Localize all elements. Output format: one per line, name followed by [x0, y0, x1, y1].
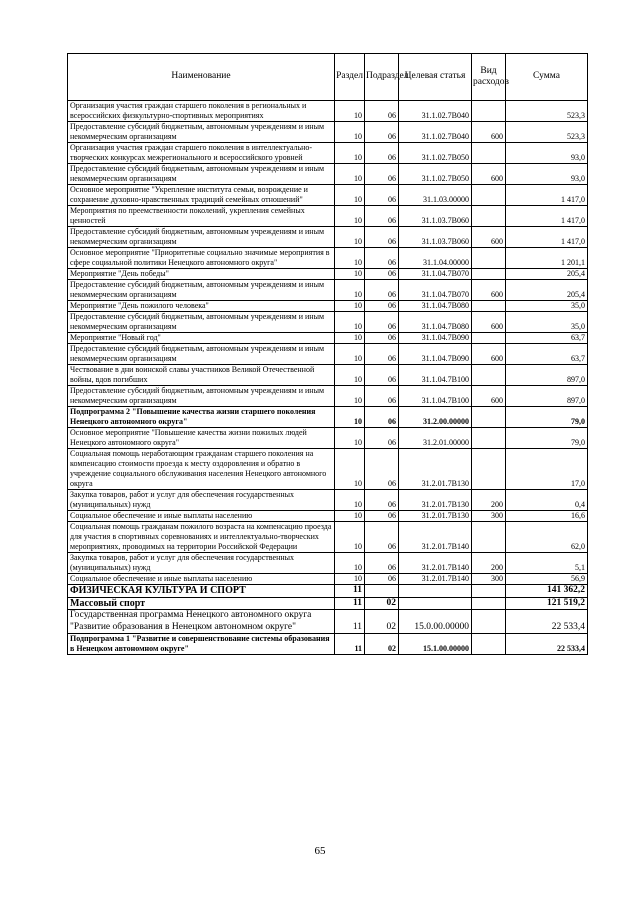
cell-section: 10	[335, 227, 365, 248]
cell-sum: 897,0	[506, 365, 588, 386]
cell-name: Социальное обеспечение и иные выплаты населению	[68, 574, 335, 585]
cell-section: 10	[335, 143, 365, 164]
cell-section: 10	[335, 301, 365, 312]
cell-name: Предоставление субсидий бюджетным, автономным учреждениям и иным некоммерческим организациям	[68, 312, 335, 333]
cell-target: 31.1.04.00000	[399, 248, 472, 269]
cell-exp-type: 300	[472, 574, 506, 585]
cell-target: 31.1.02.7В050	[399, 164, 472, 185]
cell-section: 10	[335, 407, 365, 428]
cell-exp-type: 600	[472, 227, 506, 248]
cell-section: 10	[335, 206, 365, 227]
cell-exp-type	[472, 185, 506, 206]
cell-name: Закупка товаров, работ и услуг для обеспечения государственных (муниципальных) нужд	[68, 490, 335, 511]
cell-subsection: 02	[365, 597, 399, 610]
cell-name: Предоставление субсидий бюджетным, автономным учреждениям и иным некоммерческим организациям	[68, 386, 335, 407]
cell-section: 10	[335, 511, 365, 522]
cell-exp-type	[472, 522, 506, 553]
cell-exp-type: 600	[472, 122, 506, 143]
header-subsection: Подраздел	[365, 54, 399, 101]
cell-target: 31.1.03.7В060	[399, 227, 472, 248]
table-row	[68, 553, 588, 574]
cell-sum: 35,0	[506, 312, 588, 333]
cell-exp-type: 600	[472, 280, 506, 301]
cell-target: 31.1.02.7В040	[399, 122, 472, 143]
cell-target: 31.1.04.7В080	[399, 312, 472, 333]
cell-subsection: 06	[365, 511, 399, 522]
cell-subsection: 06	[365, 227, 399, 248]
header-row	[68, 54, 588, 101]
cell-sum: 93,0	[506, 164, 588, 185]
cell-section: 10	[335, 365, 365, 386]
cell-exp-type	[472, 269, 506, 280]
cell-sum: 205,4	[506, 269, 588, 280]
table-row	[68, 522, 588, 553]
cell-section: 10	[335, 122, 365, 143]
cell-name: Социальное обеспечение и иные выплаты населению	[68, 511, 335, 522]
table-row	[68, 386, 588, 407]
cell-sum: 141 362,2	[506, 585, 588, 598]
table-row	[68, 143, 588, 164]
cell-sum: 63,7	[506, 333, 588, 344]
cell-subsection: 02	[365, 610, 399, 634]
cell-subsection	[365, 585, 399, 598]
cell-name: Массовый спорт	[68, 597, 335, 610]
table-row	[68, 206, 588, 227]
cell-sum: 56,9	[506, 574, 588, 585]
cell-target: 31.1.04.7В090	[399, 344, 472, 365]
cell-exp-type	[472, 248, 506, 269]
cell-sum: 1 201,1	[506, 248, 588, 269]
cell-subsection: 06	[365, 122, 399, 143]
cell-target: 31.1.04.7В100	[399, 386, 472, 407]
cell-target: 31.2.01.7В130	[399, 490, 472, 511]
cell-target: 31.2.01.7В130	[399, 511, 472, 522]
table-row	[68, 101, 588, 122]
cell-target: 31.2.01.7В140	[399, 553, 472, 574]
table-row	[68, 574, 588, 585]
cell-sum: 205,4	[506, 280, 588, 301]
cell-sum: 121 519,2	[506, 597, 588, 610]
cell-exp-type	[472, 206, 506, 227]
table-row	[68, 301, 588, 312]
cell-sum: 16,6	[506, 511, 588, 522]
cell-section: 10	[335, 185, 365, 206]
table-body	[68, 101, 588, 655]
cell-subsection: 06	[365, 490, 399, 511]
cell-sum: 62,0	[506, 522, 588, 553]
table-row	[68, 365, 588, 386]
cell-subsection: 06	[365, 522, 399, 553]
table-row	[68, 634, 588, 655]
cell-subsection: 06	[365, 206, 399, 227]
cell-exp-type	[472, 634, 506, 655]
table-row	[68, 490, 588, 511]
cell-exp-type	[472, 585, 506, 598]
cell-subsection: 06	[365, 312, 399, 333]
cell-section: 11	[335, 634, 365, 655]
cell-section: 10	[335, 428, 365, 449]
cell-sum: 79,0	[506, 407, 588, 428]
cell-name: Социальная помощь неработающим гражданам старшего поколения на компенсацию стоимости проезда к месту оздоровления и обратно в учреждение социального обслуживания населения Ненецкого автономного округа	[68, 449, 335, 490]
cell-name: Основное мероприятие "Приоритетные социально значимые мероприятия в сфере социальной политики Ненецкого автономного округа"	[68, 248, 335, 269]
cell-subsection: 06	[365, 386, 399, 407]
cell-target: 31.2.01.00000	[399, 428, 472, 449]
cell-target: 31.1.04.7В090	[399, 333, 472, 344]
cell-target: 31.1.04.7В070	[399, 269, 472, 280]
page-number: 65	[314, 845, 326, 857]
cell-exp-type: 200	[472, 553, 506, 574]
cell-sum: 5,1	[506, 553, 588, 574]
cell-target: 31.2.01.7В140	[399, 574, 472, 585]
cell-section: 10	[335, 574, 365, 585]
cell-target: 31.1.03.00000	[399, 185, 472, 206]
cell-name: Предоставление субсидий бюджетным, автономным учреждениям и иным некоммерческим организациям	[68, 280, 335, 301]
cell-exp-type: 600	[472, 164, 506, 185]
cell-exp-type	[472, 101, 506, 122]
cell-sum: 17,0	[506, 449, 588, 490]
cell-section: 10	[335, 164, 365, 185]
cell-section: 10	[335, 312, 365, 333]
cell-subsection: 06	[365, 101, 399, 122]
cell-subsection: 06	[365, 164, 399, 185]
cell-subsection: 06	[365, 428, 399, 449]
cell-exp-type: 600	[472, 344, 506, 365]
cell-subsection: 06	[365, 248, 399, 269]
cell-name: Мероприятие "День победы"	[68, 269, 335, 280]
cell-target: 31.1.04.7В080	[399, 301, 472, 312]
cell-subsection: 06	[365, 269, 399, 280]
table-row	[68, 280, 588, 301]
cell-subsection: 06	[365, 407, 399, 428]
cell-exp-type	[472, 301, 506, 312]
cell-section: 11	[335, 585, 365, 598]
cell-subsection: 06	[365, 553, 399, 574]
cell-target: 31.2.01.7В140	[399, 522, 472, 553]
cell-sum: 1 417,0	[506, 185, 588, 206]
table-row	[68, 407, 588, 428]
cell-section: 10	[335, 344, 365, 365]
cell-name: Социальная помощь гражданам пожилого возраста на компенсацию проезда для участия в спортивных соревнованиях и интеллектуально-творческих мероприятиях, проводимых на территории Российской Федерации	[68, 522, 335, 553]
cell-target: 31.1.04.7В070	[399, 280, 472, 301]
cell-target: 31.1.02.7В050	[399, 143, 472, 164]
cell-subsection: 06	[365, 365, 399, 386]
table-row	[68, 185, 588, 206]
cell-target	[399, 585, 472, 598]
cell-section: 10	[335, 490, 365, 511]
cell-sum: 63,7	[506, 344, 588, 365]
table-row	[68, 227, 588, 248]
cell-name: Предоставление субсидий бюджетным, автономным учреждениям и иным некоммерческим организациям	[68, 344, 335, 365]
cell-subsection: 06	[365, 280, 399, 301]
header-sum: Сумма	[506, 54, 588, 101]
cell-section: 11	[335, 610, 365, 634]
cell-subsection: 06	[365, 185, 399, 206]
table-row	[68, 122, 588, 143]
cell-subsection: 06	[365, 344, 399, 365]
cell-name: Основное мероприятие "Укрепление института семьи, возрождение и сохранение духовно-нравственных традиций семейных отношений"	[68, 185, 335, 206]
cell-section: 10	[335, 280, 365, 301]
cell-target	[399, 597, 472, 610]
cell-subsection: 06	[365, 574, 399, 585]
table-row	[68, 585, 588, 598]
header-name: Наименование	[68, 54, 335, 101]
cell-name: Подпрограмма 2 "Повышение качества жизни старшего поколения Ненецкого автономного округа"	[68, 407, 335, 428]
cell-sum: 93,0	[506, 143, 588, 164]
cell-exp-type: 600	[472, 312, 506, 333]
header-exp-type: Вид расходов	[472, 54, 506, 101]
cell-target: 15.0.00.00000	[399, 610, 472, 634]
cell-name: Предоставление субсидий бюджетным, автономным учреждениям и иным некоммерческим организациям	[68, 164, 335, 185]
cell-subsection: 02	[365, 634, 399, 655]
cell-name: Мероприятия по преемственности поколений, укрепления семейных ценностей	[68, 206, 335, 227]
cell-name: Основное мероприятие "Повышение качества жизни пожилых людей Ненецкого автономного округа"	[68, 428, 335, 449]
table-row	[68, 248, 588, 269]
cell-exp-type	[472, 333, 506, 344]
cell-name: Мероприятие "Новый год"	[68, 333, 335, 344]
cell-section: 10	[335, 449, 365, 490]
cell-target: 31.2.01.7В130	[399, 449, 472, 490]
cell-sum: 22 533,4	[506, 610, 588, 634]
table-row	[68, 511, 588, 522]
cell-name: Государственная программа Ненецкого автономного округа "Развитие образования в Ненецком автономном округе"	[68, 610, 335, 634]
cell-exp-type	[472, 428, 506, 449]
cell-subsection: 06	[365, 301, 399, 312]
cell-exp-type: 200	[472, 490, 506, 511]
table-row	[68, 449, 588, 490]
cell-sum: 523,3	[506, 122, 588, 143]
cell-target: 31.1.04.7В100	[399, 365, 472, 386]
budget-table	[67, 53, 588, 655]
cell-sum: 22 533,4	[506, 634, 588, 655]
cell-subsection: 06	[365, 333, 399, 344]
cell-exp-type	[472, 610, 506, 634]
table-row	[68, 333, 588, 344]
cell-section: 10	[335, 269, 365, 280]
table-row	[68, 344, 588, 365]
cell-sum: 79,0	[506, 428, 588, 449]
cell-subsection: 06	[365, 143, 399, 164]
table-row	[68, 312, 588, 333]
cell-section: 10	[335, 101, 365, 122]
cell-exp-type: 600	[472, 386, 506, 407]
cell-exp-type: 300	[472, 511, 506, 522]
cell-exp-type	[472, 365, 506, 386]
cell-sum: 0,4	[506, 490, 588, 511]
cell-sum: 1 417,0	[506, 227, 588, 248]
cell-name: ФИЗИЧЕСКАЯ КУЛЬТУРА И СПОРТ	[68, 585, 335, 598]
cell-sum: 1 417,0	[506, 206, 588, 227]
table-row	[68, 428, 588, 449]
header-target: Целевая статья	[399, 54, 472, 101]
cell-target: 31.1.03.7В060	[399, 206, 472, 227]
cell-target: 31.2.00.00000	[399, 407, 472, 428]
cell-name: Предоставление субсидий бюджетным, автономным учреждениям и иным некоммерческим организациям	[68, 227, 335, 248]
table-row	[68, 269, 588, 280]
cell-name: Подпрограмма 1 "Развитие и совершенствование системы образования в Ненецком автономном округе"	[68, 634, 335, 655]
cell-name: Мероприятие "День пожилого человека"	[68, 301, 335, 312]
cell-exp-type	[472, 143, 506, 164]
header-section: Раздел	[335, 54, 365, 101]
cell-exp-type	[472, 597, 506, 610]
cell-name: Организация участия граждан старшего поколения в региональных и всероссийских физкультурно-спортивных мероприятиях	[68, 101, 335, 122]
cell-sum: 523,3	[506, 101, 588, 122]
cell-name: Чествование в дни воинской славы участников Великой Отечественной войны, вдов погибших	[68, 365, 335, 386]
table-row	[68, 610, 588, 634]
cell-name: Организация участия граждан старшего поколения в интеллектуально-творческих конкурсах межрегионального и всероссийского уровней	[68, 143, 335, 164]
table-row	[68, 597, 588, 610]
cell-exp-type	[472, 407, 506, 428]
cell-sum: 897,0	[506, 386, 588, 407]
cell-section: 10	[335, 386, 365, 407]
cell-name: Закупка товаров, работ и услуг для обеспечения государственных (муниципальных) нужд	[68, 553, 335, 574]
cell-target: 31.1.02.7В040	[399, 101, 472, 122]
cell-section: 10	[335, 553, 365, 574]
cell-exp-type	[472, 449, 506, 490]
cell-section: 10	[335, 522, 365, 553]
cell-section: 11	[335, 597, 365, 610]
cell-sum: 35,0	[506, 301, 588, 312]
cell-section: 10	[335, 248, 365, 269]
cell-name: Предоставление субсидий бюджетным, автономным учреждениям и иным некоммерческим организациям	[68, 122, 335, 143]
cell-target: 15.1.00.00000	[399, 634, 472, 655]
cell-section: 10	[335, 333, 365, 344]
table-row	[68, 164, 588, 185]
cell-subsection: 06	[365, 449, 399, 490]
